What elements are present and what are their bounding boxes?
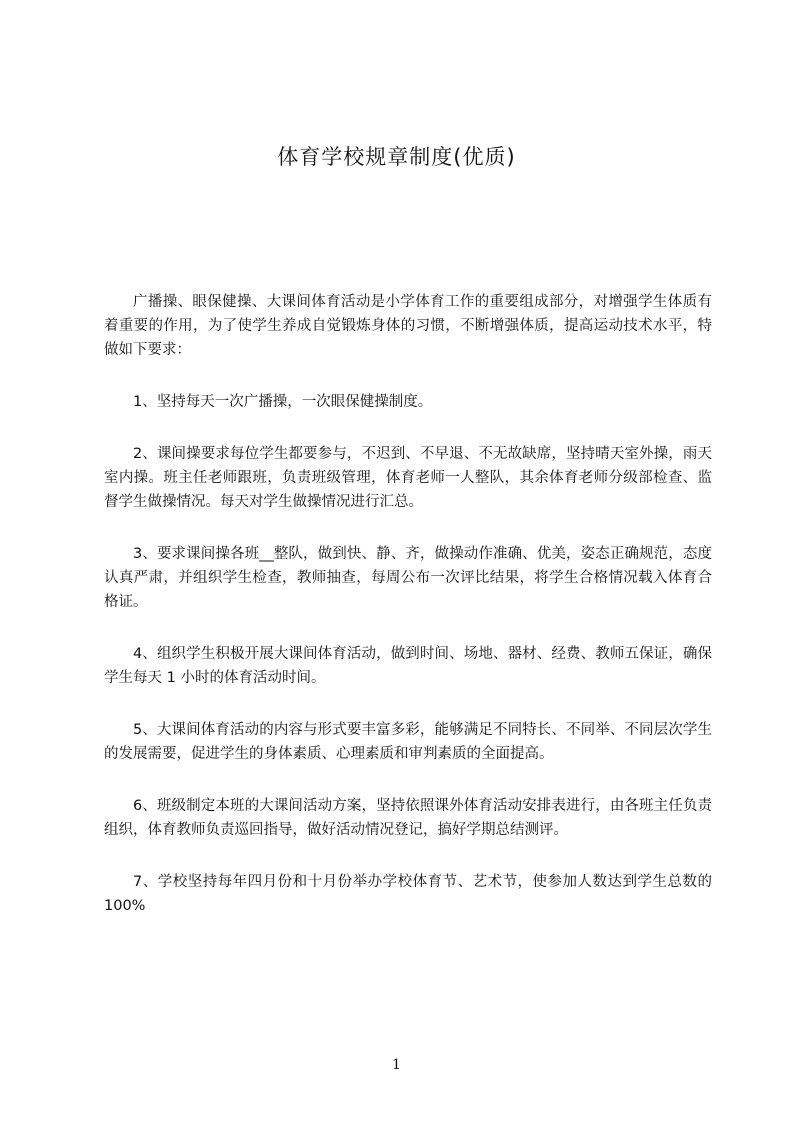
rule-paragraph-1: 1、坚持每天一次广播操，一次眼保健操制度。: [133, 394, 433, 410]
rule-paragraph-2: 2、课间操要求每位学生都要参与，不迟到、不早退、不无故缺席，坚持晴天室外操，雨天室内操。班主任老师跟班，负责班级管理，体育老师一人整队，其余体育老师分级部检查、监督学生做操情况。每天对学生做操情况进行汇总。: [104, 446, 712, 510]
rule-paragraph-3: 3、要求课间操各班__整队，做到快、静、齐，做操动作准确、优美，姿态正确规范，态度认真严肃，并组织学生检查，教师抽查，每周公布一次评比结果，将学生合格情况载入体育合格证。: [104, 546, 712, 610]
page-number: 1: [392, 1057, 401, 1073]
rule-paragraph-4: 4、组织学生积极开展大课间体育活动，做到时间、场地、器材、经费、教师五保证，确保学生每天 1 小时的体育活动时间。: [104, 646, 712, 686]
rule-paragraph-5: 5、大课间体育活动的内容与形式要丰富多彩，能够满足不同特长、不同举、不同层次学生的发展需要，促进学生的身体素质、心理素质和审判素质的全面提高。: [104, 722, 712, 762]
intro-paragraph: 广播操、眼保健操、大课间体育活动是小学体育工作的重要组成部分，对增强学生体质有着重要的作用，为了使学生养成自觉锻炼身体的习惯，不断增强体质，提高运动技术水平，特做如下要求：: [104, 294, 712, 358]
document-title: 体育学校规章制度(优质): [277, 145, 516, 169]
rule-paragraph-6: 6、班级制定本班的大课间活动方案，坚持依照课外体育活动安排表进行，由各班主任负责组织，体育教师负责巡回指导，做好活动情况登记，搞好学期总结测评。: [104, 798, 712, 838]
document-body: [104, 290, 712, 946]
rule-paragraph-7: 7、学校坚持每年四月份和十月份举办学校体育节、艺术节，使参加人数达到学生总数的 100%: [104, 874, 712, 914]
